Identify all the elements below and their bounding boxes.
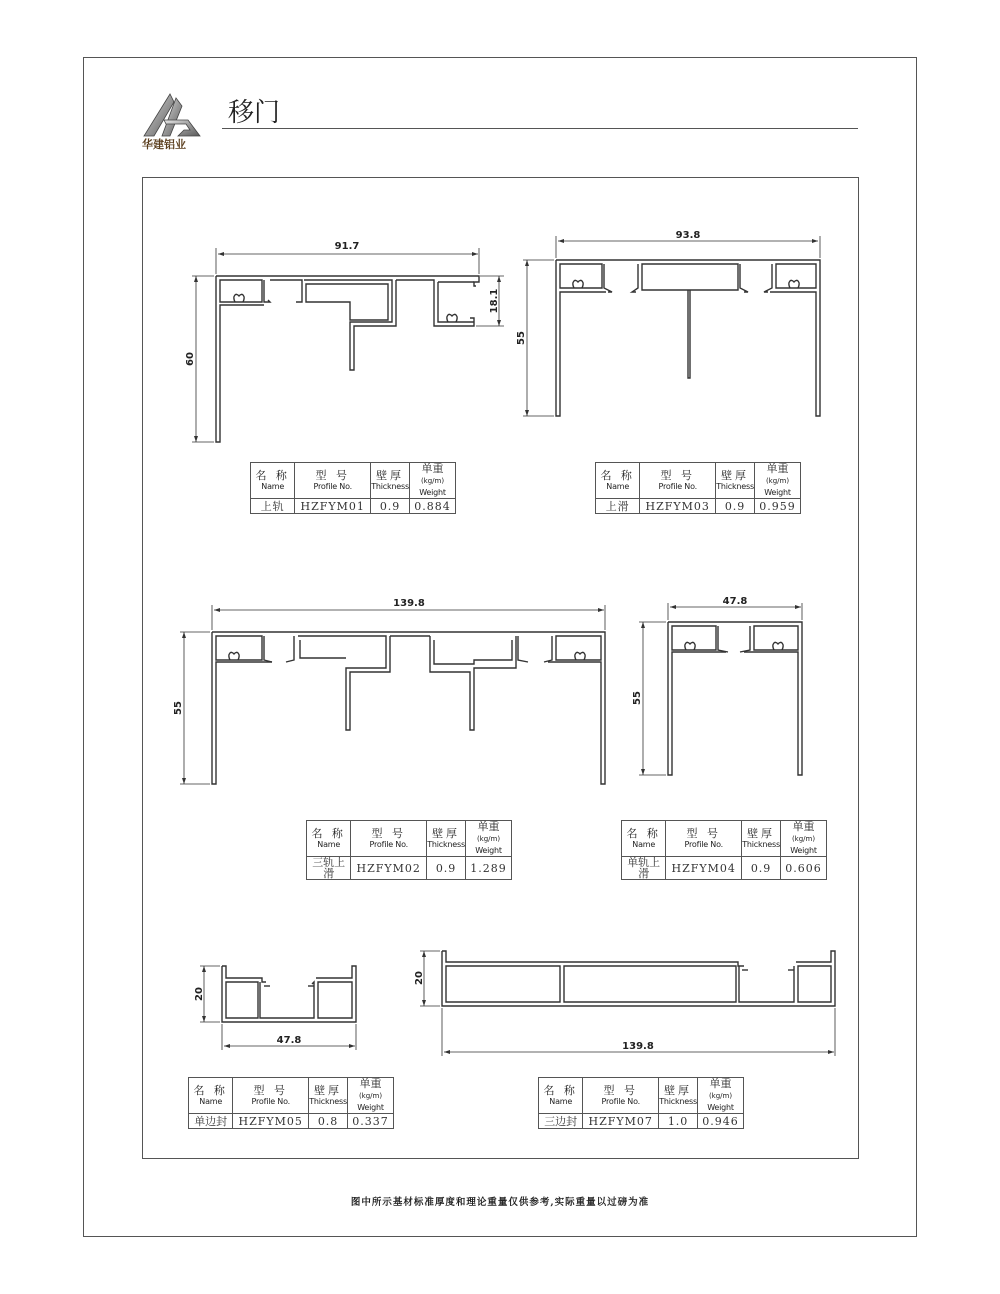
dim-height-hzfym01: 60: [185, 352, 196, 366]
cell-name: 上轨: [251, 499, 295, 514]
header-thickness-cn: 壁厚: [747, 826, 776, 840]
cell-weight: 1.289: [466, 857, 512, 880]
cell-weight: 0.959: [755, 499, 801, 514]
spec-table-hzfym02: [306, 820, 512, 880]
header-name-cn: 名 称: [543, 1083, 578, 1097]
header-weight-cn: 单重: [709, 1077, 732, 1090]
dim-width-hzfym03: 93.8: [675, 230, 701, 241]
header-weight-unit: (kg/m): [791, 835, 816, 843]
header-thickness-en: Thickness: [309, 1096, 347, 1106]
header-thickness-en: Thickness: [371, 481, 409, 491]
header-weight-en: Weight: [764, 488, 791, 497]
header-weight-unit: (kg/m): [765, 477, 790, 485]
header-thickness-cn: 壁厚: [721, 468, 750, 482]
dim-extra-hzfym01: 18.1: [489, 288, 500, 314]
header-name-en: Name: [632, 839, 656, 849]
header-weight-cn: 单重: [792, 820, 815, 833]
cell-profile-no: HZFYM03: [640, 499, 716, 514]
header-weight-cn: 单重: [766, 462, 789, 475]
profile-hzfym04-drawing: [639, 603, 802, 775]
profile-hzfym02-drawing: [180, 605, 605, 784]
cell-thickness: 0.9: [427, 857, 466, 880]
cell-profile-no: HZFYM01: [295, 499, 371, 514]
cell-thickness: 0.9: [742, 857, 781, 880]
header-thickness-en: Thickness: [742, 839, 780, 849]
cell-name: 单边封: [189, 1114, 233, 1129]
header-name-en: Name: [199, 1096, 223, 1106]
cell-profile-no: HZFYM02: [351, 857, 427, 880]
cell-weight: 0.884: [410, 499, 456, 514]
header-weight-en: Weight: [707, 1103, 734, 1112]
header-profile-cn: 型 号: [686, 826, 721, 840]
header-profile-en: Profile No.: [601, 1096, 640, 1106]
cell-thickness: 1.0: [659, 1114, 698, 1129]
header-name-cn: 名 称: [193, 1083, 228, 1097]
cell-thickness: 0.9: [371, 499, 410, 514]
header-thickness-en: Thickness: [659, 1096, 697, 1106]
header-weight-en: Weight: [475, 846, 502, 855]
dim-width-hzfym01: 91.7: [334, 241, 360, 252]
spec-table-hzfym03: [595, 462, 801, 514]
header-name-en: Name: [317, 839, 341, 849]
dim-height-hzfym03: 55: [516, 331, 527, 345]
dim-height-hzfym05: 20: [194, 987, 205, 1001]
cell-name: 上滑: [596, 499, 640, 514]
cell-thickness: 0.9: [716, 499, 755, 514]
dim-height-hzfym07: 20: [414, 971, 425, 985]
header-name-cn: 名 称: [311, 826, 346, 840]
header-profile-cn: 型 号: [371, 826, 406, 840]
dim-height-hzfym04: 55: [632, 691, 643, 705]
dim-width-hzfym02: 139.8: [393, 598, 425, 609]
header-profile-en: Profile No.: [684, 839, 723, 849]
footer-note: 图中所示基材标准厚度和理论重量仅供参考,实际重量以过磅为准: [350, 1197, 650, 1208]
header-thickness-en: Thickness: [716, 481, 754, 491]
cell-thickness: 0.8: [309, 1114, 348, 1129]
profile-hzfym01-drawing: [192, 248, 504, 442]
header-weight-cn: 单重: [477, 820, 500, 833]
header-thickness-cn: 壁厚: [376, 468, 405, 482]
cell-name: 三边封: [539, 1114, 583, 1129]
dim-width-hzfym04: 47.8: [722, 596, 748, 607]
header-name-cn: 名 称: [600, 468, 635, 482]
dim-width-hzfym05: 47.8: [276, 1035, 302, 1046]
cell-profile-no: HZFYM04: [666, 857, 742, 880]
header-profile-en: Profile No.: [313, 481, 352, 491]
spec-table-hzfym01: [250, 462, 456, 514]
header-weight-unit: (kg/m): [708, 1092, 733, 1100]
header-weight-unit: (kg/m): [420, 477, 445, 485]
header-weight-en: Weight: [790, 846, 817, 855]
header-name-cn: 名 称: [626, 826, 661, 840]
header-profile-en: Profile No.: [251, 1096, 290, 1106]
header-thickness-cn: 壁厚: [314, 1083, 343, 1097]
cell-name: 单轨上滑: [622, 857, 666, 880]
cell-weight: 0.606: [781, 857, 827, 880]
spec-table-hzfym07: [538, 1077, 744, 1129]
dim-height-hzfym02: 55: [173, 701, 184, 715]
header-weight-cn: 单重: [421, 462, 444, 475]
header-name-en: Name: [606, 481, 630, 491]
header-profile-cn: 型 号: [603, 1083, 638, 1097]
header-weight-unit: (kg/m): [358, 1092, 383, 1100]
logo-text: 华建铝业: [142, 138, 186, 151]
header-profile-en: Profile No.: [369, 839, 408, 849]
header-weight-en: Weight: [419, 488, 446, 497]
header-profile-cn: 型 号: [253, 1083, 288, 1097]
cell-name: 三轨上滑: [307, 857, 351, 880]
cell-weight: 0.337: [348, 1114, 394, 1129]
dim-width-hzfym07: 139.8: [622, 1041, 654, 1052]
spec-table-hzfym05: [188, 1077, 394, 1129]
cell-profile-no: HZFYM07: [583, 1114, 659, 1129]
cell-profile-no: HZFYM05: [233, 1114, 309, 1129]
spec-table-hzfym04: [621, 820, 827, 880]
header-weight-cn: 单重: [359, 1077, 382, 1090]
header-weight-en: Weight: [357, 1103, 384, 1112]
header-thickness-cn: 壁厚: [432, 826, 461, 840]
header-name-en: Name: [261, 481, 285, 491]
page-title: 移门: [228, 98, 281, 128]
header-profile-en: Profile No.: [658, 481, 697, 491]
header-profile-cn: 型 号: [660, 468, 695, 482]
header-profile-cn: 型 号: [315, 468, 350, 482]
header-name-en: Name: [549, 1096, 573, 1106]
cell-weight: 0.946: [698, 1114, 744, 1129]
header-weight-unit: (kg/m): [476, 835, 501, 843]
header-thickness-en: Thickness: [427, 839, 465, 849]
header-thickness-cn: 壁厚: [664, 1083, 693, 1097]
header-name-cn: 名 称: [255, 468, 290, 482]
profile-hzfym03-drawing: [523, 236, 820, 416]
